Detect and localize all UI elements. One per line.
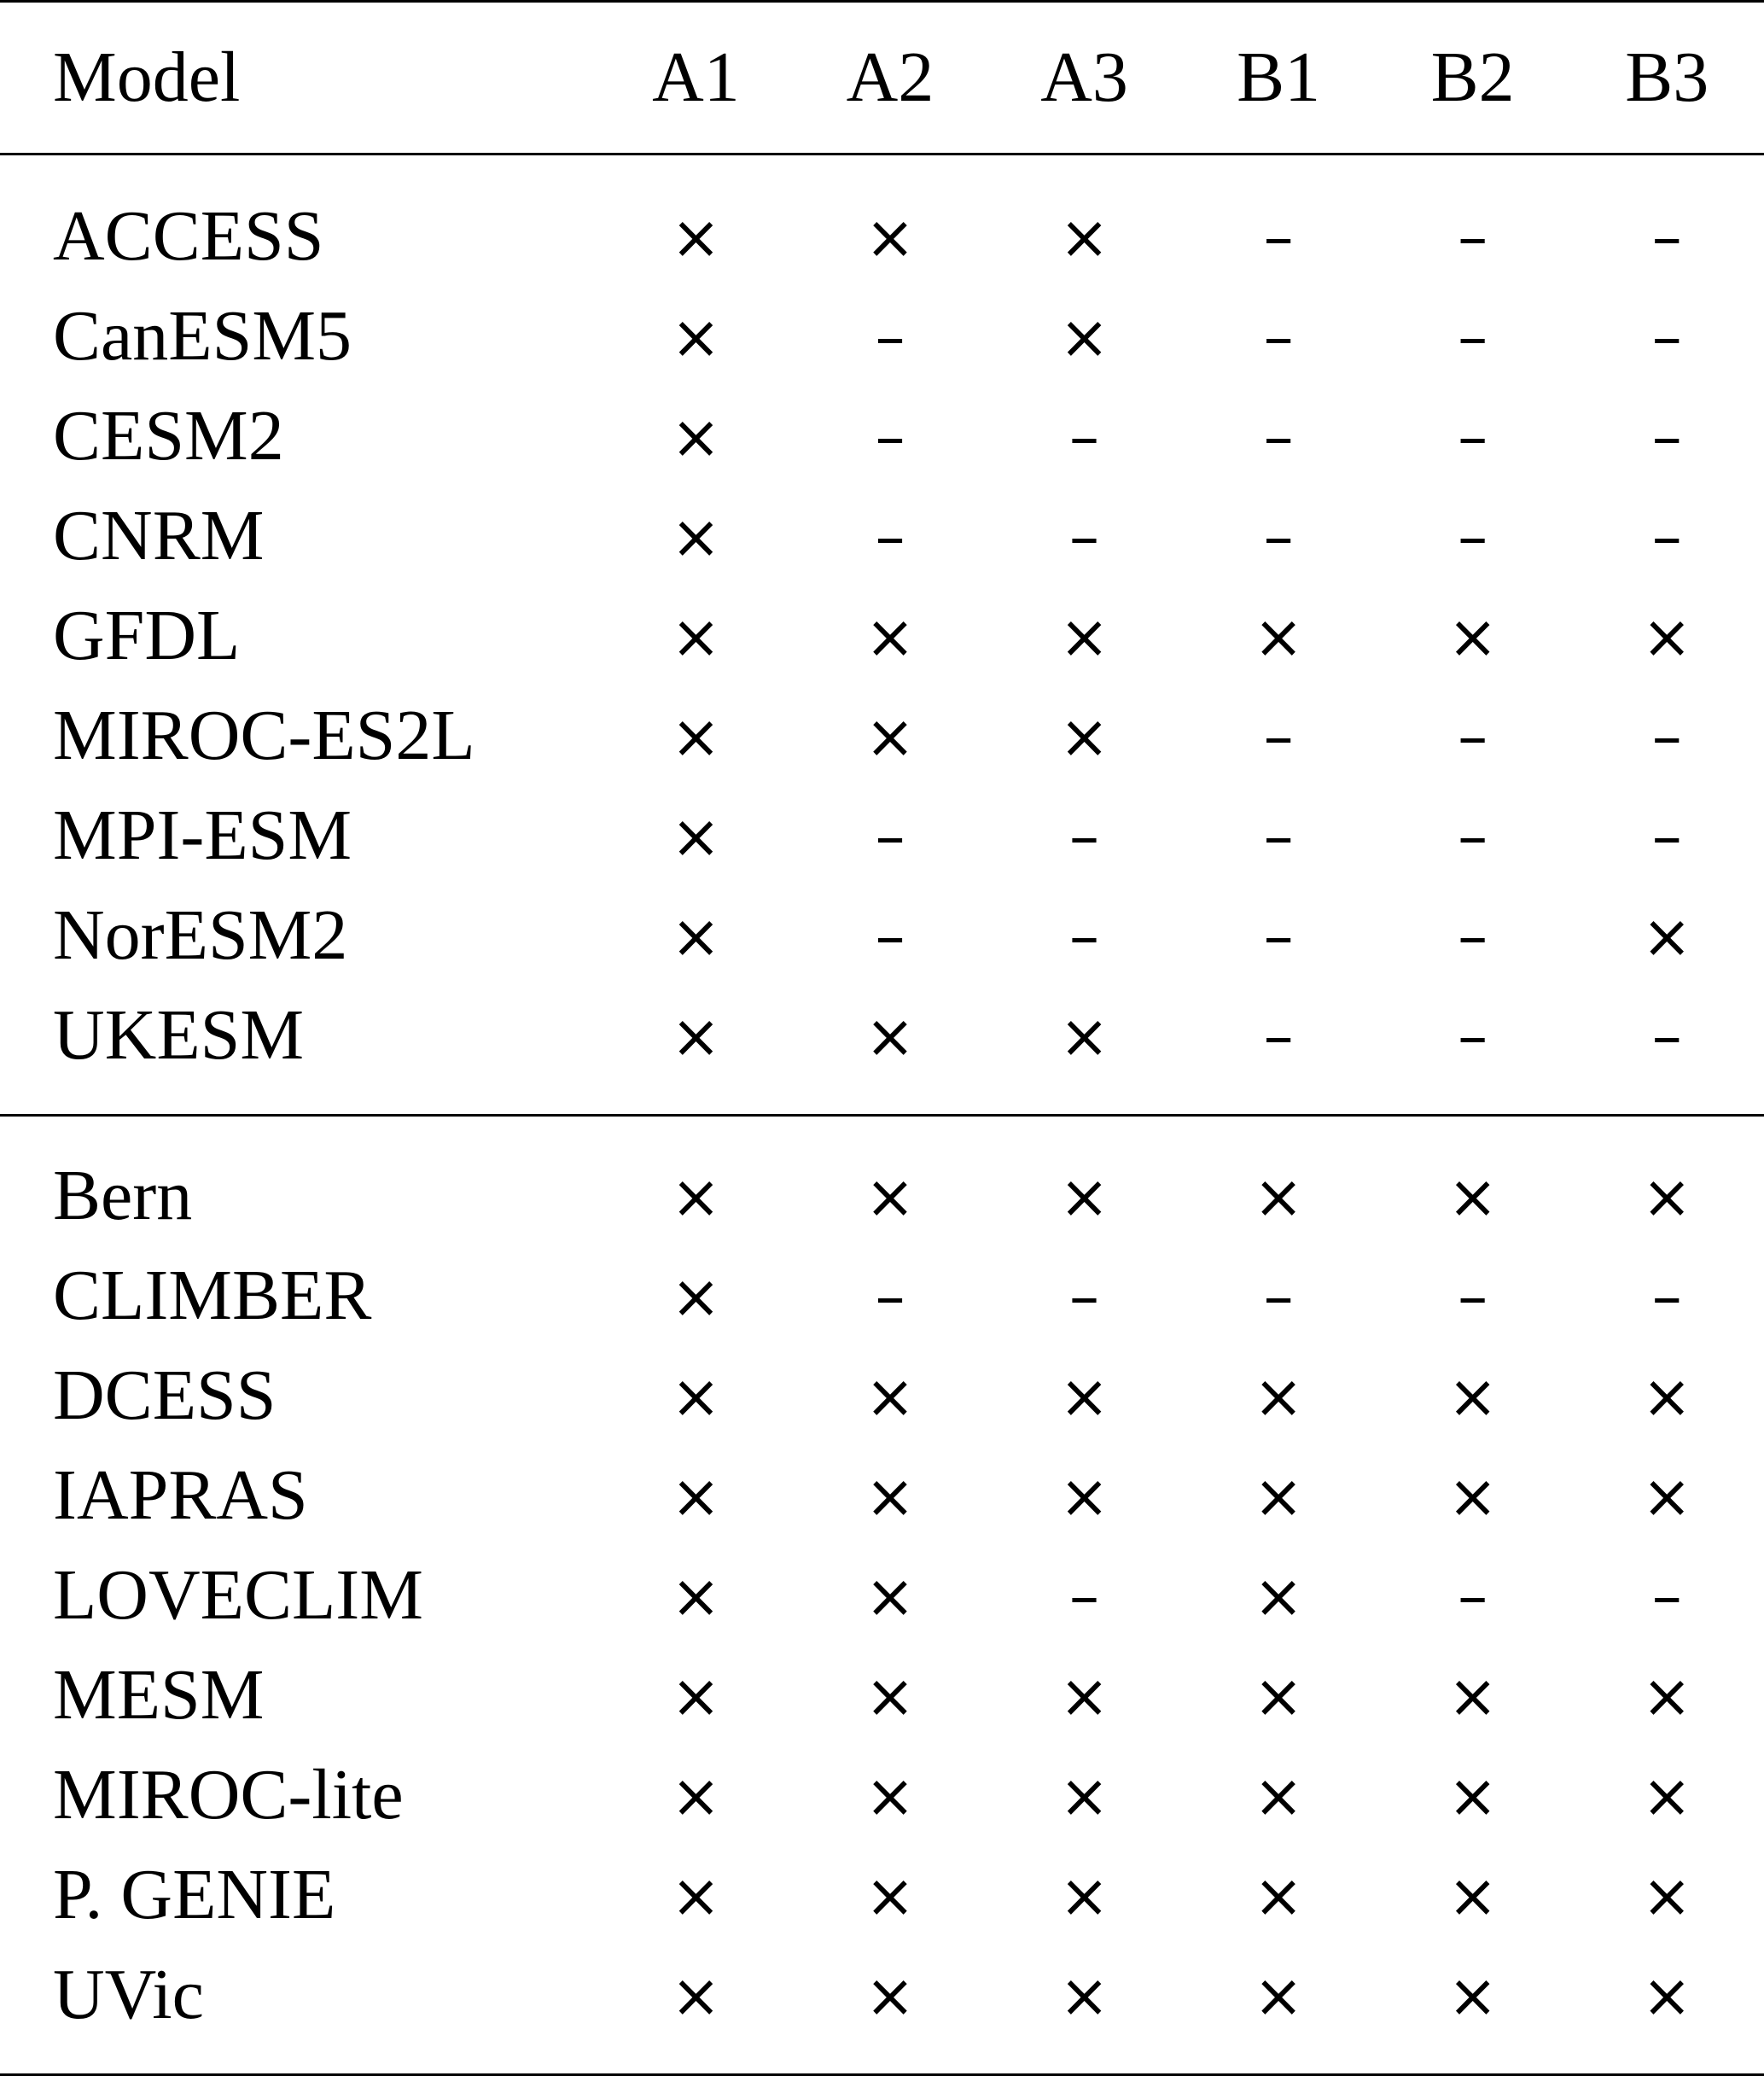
cell-a1 (599, 1345, 794, 1445)
model-name: ACCESS (53, 196, 324, 276)
cell-a3 (987, 386, 1182, 486)
model-name: CNRM (53, 496, 265, 575)
cell-b2 (1376, 486, 1570, 586)
cell-b1 (1181, 1745, 1376, 1845)
included-mark: × (671, 402, 721, 472)
table-row (0, 1945, 1764, 2075)
included-mark: × (1253, 1761, 1304, 1831)
included-mark: × (1641, 1961, 1692, 2031)
cell-b2 (1376, 1345, 1570, 1445)
cell-a1 (599, 1245, 794, 1345)
cell-b2 (1376, 1845, 1570, 1945)
included-mark: × (671, 702, 721, 772)
cell-a3 (987, 785, 1182, 885)
cell-a2 (793, 286, 987, 386)
table-row (0, 1245, 1764, 1345)
not-included-dash: – (875, 1262, 905, 1332)
not-included-dash: – (875, 302, 905, 372)
included-mark: × (1447, 1961, 1498, 2031)
included-mark: × (1059, 1961, 1109, 2031)
included-mark: × (671, 901, 721, 971)
included-mark: × (1641, 1362, 1692, 1432)
cell-a3 (987, 1545, 1182, 1645)
cell-b1 (1181, 1345, 1376, 1445)
cell-b3 (1569, 1945, 1764, 2075)
cell-a1 (599, 985, 794, 1116)
cell-a1 (599, 586, 794, 685)
included-mark: × (865, 1362, 916, 1432)
cell-b1 (1181, 1116, 1376, 1246)
included-mark: × (1059, 1661, 1109, 1731)
table-row (0, 1645, 1764, 1745)
not-included-dash: – (1651, 402, 1682, 472)
included-mark: × (1253, 602, 1304, 672)
column-header-a1: A1 (599, 2, 794, 155)
included-mark: × (1059, 1001, 1109, 1071)
cell-b3 (1569, 586, 1764, 685)
cell-b1 (1181, 785, 1376, 885)
not-included-dash: – (1263, 502, 1294, 572)
included-mark: × (1059, 1162, 1109, 1232)
cell-b3 (1569, 286, 1764, 386)
included-mark: × (1447, 1661, 1498, 1731)
included-mark: × (1253, 1661, 1304, 1731)
cell-b1 (1181, 1445, 1376, 1545)
included-mark: × (865, 1162, 916, 1232)
cell-b1 (1181, 685, 1376, 785)
table-row (0, 486, 1764, 586)
cell-a2 (793, 1345, 987, 1445)
included-mark: × (1253, 1362, 1304, 1432)
cell-b2 (1376, 1945, 1570, 2075)
cell-b1 (1181, 586, 1376, 685)
included-mark: × (671, 602, 721, 672)
included-mark: × (1253, 1461, 1304, 1531)
not-included-dash: – (1458, 901, 1488, 971)
cell-b1 (1181, 486, 1376, 586)
cell-b3 (1569, 685, 1764, 785)
included-mark: × (865, 702, 916, 772)
model-name: MPI-ESM (53, 796, 352, 875)
included-mark: × (1641, 602, 1692, 672)
cell-a2 (793, 685, 987, 785)
cell-a1 (599, 286, 794, 386)
cell-a2 (793, 1745, 987, 1845)
included-mark: × (1059, 602, 1109, 672)
cell-a3 (987, 286, 1182, 386)
included-mark: × (671, 502, 721, 572)
table-row (0, 286, 1764, 386)
not-included-dash: – (1458, 802, 1488, 872)
cell-b2 (1376, 386, 1570, 486)
cell-b1 (1181, 985, 1376, 1116)
included-mark: × (865, 202, 916, 272)
table-header (0, 2, 1764, 155)
not-included-dash: – (1458, 402, 1488, 472)
included-mark: × (1059, 302, 1109, 372)
included-mark: × (1641, 1461, 1692, 1531)
model-name: UKESM (53, 995, 305, 1075)
included-mark: × (1641, 901, 1692, 971)
cell-a2 (793, 1945, 987, 2075)
included-mark: × (1447, 1362, 1498, 1432)
model-name: GFDL (53, 596, 241, 675)
included-mark: × (1447, 602, 1498, 672)
column-header-a2: A2 (793, 2, 987, 155)
cell-b1 (1181, 1645, 1376, 1745)
included-mark: × (671, 1861, 721, 1931)
cell-a2 (793, 155, 987, 287)
included-mark: × (671, 1001, 721, 1071)
column-header-b2: B2 (1376, 2, 1570, 155)
header-row (0, 2, 1764, 155)
table-row (0, 1345, 1764, 1445)
included-mark: × (1447, 1461, 1498, 1531)
not-included-dash: – (875, 901, 905, 971)
cell-a1 (599, 486, 794, 586)
cell-b2 (1376, 155, 1570, 287)
included-mark: × (671, 1761, 721, 1831)
cell-a3 (987, 586, 1182, 685)
included-mark: × (671, 1362, 721, 1432)
not-included-dash: – (1263, 702, 1294, 772)
included-mark: × (865, 1001, 916, 1071)
cell-a1 (599, 155, 794, 287)
cell-b3 (1569, 386, 1764, 486)
section-emic-models (0, 1116, 1764, 2075)
cell-b2 (1376, 1245, 1570, 1345)
cell-b3 (1569, 1645, 1764, 1745)
not-included-dash: – (875, 502, 905, 572)
column-header-model: Model (0, 2, 599, 155)
cell-a2 (793, 586, 987, 685)
cell-b1 (1181, 1545, 1376, 1645)
cell-a3 (987, 1645, 1182, 1745)
cell-a2 (793, 985, 987, 1116)
not-included-dash: – (1651, 202, 1682, 272)
cell-b2 (1376, 785, 1570, 885)
cell-b2 (1376, 1645, 1570, 1745)
cell-a1 (599, 1645, 794, 1745)
not-included-dash: – (1263, 901, 1294, 971)
cell-a2 (793, 1845, 987, 1945)
cell-b3 (1569, 1545, 1764, 1645)
model-name: LOVECLIM (53, 1555, 423, 1635)
not-included-dash: – (1263, 202, 1294, 272)
cell-a3 (987, 685, 1182, 785)
model-name: P. GENIE (53, 1855, 336, 1934)
cell-a2 (793, 785, 987, 885)
cell-a1 (599, 1745, 794, 1845)
cell-a1 (599, 685, 794, 785)
not-included-dash: – (1458, 302, 1488, 372)
included-mark: × (671, 202, 721, 272)
cell-b2 (1376, 1445, 1570, 1545)
table-row (0, 586, 1764, 685)
not-included-dash: – (1069, 1561, 1100, 1631)
cell-a3 (987, 1445, 1182, 1545)
included-mark: × (671, 1162, 721, 1232)
included-mark: × (865, 1761, 916, 1831)
cell-a1 (599, 1945, 794, 2075)
cell-b2 (1376, 885, 1570, 985)
table-row (0, 1845, 1764, 1945)
cell-b3 (1569, 885, 1764, 985)
included-mark: × (1059, 1861, 1109, 1931)
not-included-dash: – (1069, 901, 1100, 971)
cell-a3 (987, 1345, 1182, 1445)
cell-a2 (793, 1116, 987, 1246)
cell-a3 (987, 1116, 1182, 1246)
column-header-b3: B3 (1569, 2, 1764, 155)
cell-b1 (1181, 1945, 1376, 2075)
included-mark: × (671, 1961, 721, 2031)
cell-a1 (599, 885, 794, 985)
not-included-dash: – (1069, 1262, 1100, 1332)
model-name: CanESM5 (53, 296, 352, 376)
model-name: MIROC-lite (53, 1755, 404, 1834)
cell-b3 (1569, 1445, 1764, 1545)
cell-a3 (987, 1945, 1182, 2075)
included-mark: × (1253, 1561, 1304, 1631)
not-included-dash: – (875, 402, 905, 472)
included-mark: × (1253, 1162, 1304, 1232)
table-row (0, 1445, 1764, 1545)
included-mark: × (865, 1461, 916, 1531)
table-row (0, 1745, 1764, 1845)
cell-a2 (793, 1245, 987, 1345)
not-included-dash: – (1458, 1561, 1488, 1631)
cell-b3 (1569, 1345, 1764, 1445)
cell-a1 (599, 1545, 794, 1645)
model-name: DCESS (53, 1356, 277, 1435)
included-mark: × (1641, 1861, 1692, 1931)
not-included-dash: – (1458, 1262, 1488, 1332)
column-header-b1: B1 (1181, 2, 1376, 155)
included-mark: × (1447, 1162, 1498, 1232)
not-included-dash: – (1069, 802, 1100, 872)
included-mark: × (1447, 1861, 1498, 1931)
not-included-dash: – (1651, 702, 1682, 772)
table-row (0, 985, 1764, 1116)
table-row (0, 885, 1764, 985)
cell-b2 (1376, 286, 1570, 386)
cell-b2 (1376, 985, 1570, 1116)
table-row (0, 1545, 1764, 1645)
included-mark: × (1253, 1861, 1304, 1931)
model-name: NorESM2 (53, 895, 348, 975)
cell-b3 (1569, 985, 1764, 1116)
not-included-dash: – (1069, 402, 1100, 472)
included-mark: × (1059, 202, 1109, 272)
cell-b1 (1181, 1845, 1376, 1945)
included-mark: × (1447, 1761, 1498, 1831)
cell-a2 (793, 885, 987, 985)
included-mark: × (671, 302, 721, 372)
included-mark: × (1059, 1362, 1109, 1432)
section-esm-models (0, 155, 1764, 1116)
included-mark: × (865, 602, 916, 672)
cell-b1 (1181, 386, 1376, 486)
cell-b2 (1376, 1116, 1570, 1246)
model-name: Bern (0, 1116, 599, 1246)
included-mark: × (1253, 1961, 1304, 2031)
cell-b1 (1181, 155, 1376, 287)
not-included-dash: – (1069, 502, 1100, 572)
included-mark: × (671, 1561, 721, 1631)
table-row (0, 785, 1764, 885)
cell-a1 (599, 1116, 794, 1246)
included-mark: × (671, 1262, 721, 1332)
model-name: CLIMBER (53, 1256, 372, 1335)
not-included-dash: – (1458, 202, 1488, 272)
cell-b3 (1569, 155, 1764, 287)
cell-a2 (793, 1645, 987, 1745)
not-included-dash: – (1458, 502, 1488, 572)
not-included-dash: – (875, 802, 905, 872)
cell-a1 (599, 1445, 794, 1545)
cell-a2 (793, 386, 987, 486)
cell-a3 (987, 1845, 1182, 1945)
cell-b3 (1569, 1745, 1764, 1845)
cell-a1 (599, 785, 794, 885)
cell-a3 (987, 155, 1182, 287)
included-mark: × (671, 1661, 721, 1731)
table-row (0, 155, 1764, 287)
cell-a1 (599, 1845, 794, 1945)
included-mark: × (1059, 1761, 1109, 1831)
cell-b3 (1569, 1116, 1764, 1246)
cell-b3 (1569, 486, 1764, 586)
table-row (0, 386, 1764, 486)
not-included-dash: – (1263, 1262, 1294, 1332)
column-header-a3: A3 (987, 2, 1182, 155)
model-name: UVic (0, 1945, 599, 2075)
included-mark: × (1641, 1761, 1692, 1831)
not-included-dash: – (1651, 1262, 1682, 1332)
not-included-dash: – (1263, 802, 1294, 872)
not-included-dash: – (1263, 1001, 1294, 1071)
cell-b2 (1376, 1745, 1570, 1845)
model-name: IAPRAS (53, 1455, 308, 1535)
cell-b3 (1569, 1845, 1764, 1945)
cell-a2 (793, 1545, 987, 1645)
not-included-dash: – (1651, 302, 1682, 372)
not-included-dash: – (1651, 502, 1682, 572)
cell-a3 (987, 985, 1182, 1116)
not-included-dash: – (1458, 1001, 1488, 1071)
cell-b3 (1569, 785, 1764, 885)
included-mark: × (865, 1861, 916, 1931)
included-mark: × (1059, 1461, 1109, 1531)
not-included-dash: – (1263, 402, 1294, 472)
included-mark: × (671, 1461, 721, 1531)
cell-b2 (1376, 586, 1570, 685)
included-mark: × (671, 802, 721, 872)
cell-b3 (1569, 1245, 1764, 1345)
cell-b1 (1181, 286, 1376, 386)
cell-a3 (987, 1245, 1182, 1345)
table-row (0, 685, 1764, 785)
cell-b2 (1376, 1545, 1570, 1645)
cell-a3 (987, 486, 1182, 586)
cell-a1 (599, 386, 794, 486)
included-mark: × (865, 1561, 916, 1631)
model-name: MESM (53, 1655, 265, 1735)
not-included-dash: – (1651, 1561, 1682, 1631)
included-mark: × (1059, 702, 1109, 772)
included-mark: × (865, 1661, 916, 1731)
model-name: MIROC-ES2L (53, 696, 475, 775)
cell-b1 (1181, 1245, 1376, 1345)
cell-a3 (987, 1745, 1182, 1845)
cell-a3 (987, 885, 1182, 985)
cell-b1 (1181, 885, 1376, 985)
not-included-dash: – (1458, 702, 1488, 772)
included-mark: × (1641, 1162, 1692, 1232)
not-included-dash: – (1263, 302, 1294, 372)
not-included-dash: – (1651, 1001, 1682, 1071)
cell-b2 (1376, 685, 1570, 785)
not-included-dash: – (1651, 802, 1682, 872)
cell-a2 (793, 1445, 987, 1545)
cell-a2 (793, 486, 987, 586)
included-mark: × (865, 1961, 916, 2031)
model-name: CESM2 (53, 396, 284, 475)
included-mark: × (1641, 1661, 1692, 1731)
table-row (0, 1116, 1764, 1246)
